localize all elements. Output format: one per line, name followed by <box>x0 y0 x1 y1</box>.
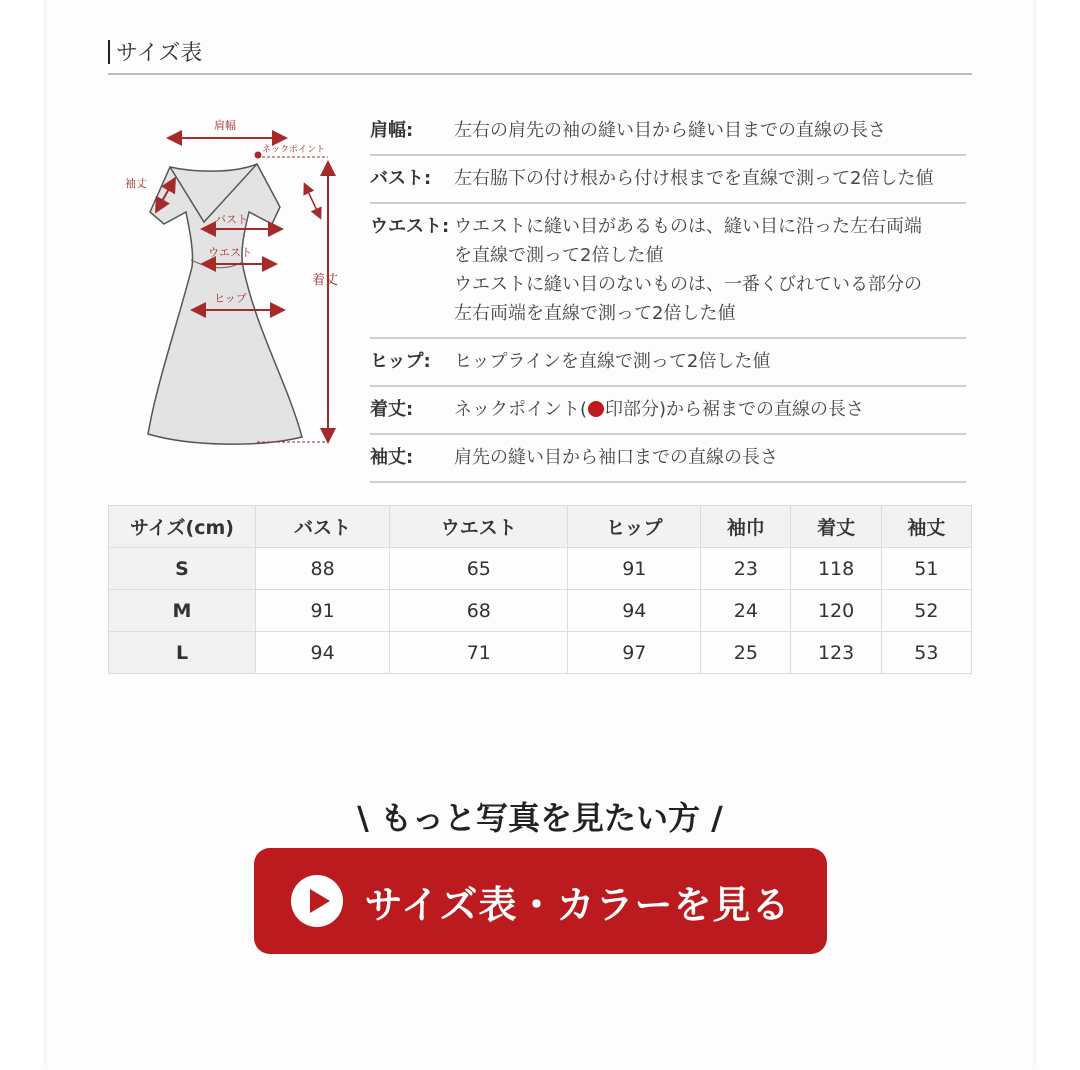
table-row <box>109 548 972 590</box>
definition-sleeve <box>370 435 966 483</box>
view-size-color-button[interactable] <box>254 848 827 954</box>
definition-term: 着丈: <box>370 399 414 420</box>
definition-text: ネックポイント( <box>454 399 588 420</box>
table-cell: 68 <box>390 590 568 632</box>
table-cell: 53 <box>881 632 971 674</box>
definition-bust <box>370 156 966 204</box>
size-label: L <box>109 632 256 674</box>
table-cell: 123 <box>791 632 881 674</box>
size-label: M <box>109 590 256 632</box>
svg-text:肩幅: 肩幅 <box>214 119 236 132</box>
definition-term: 肩幅: <box>370 120 414 141</box>
size-label: S <box>109 548 256 590</box>
definition-shoulder <box>370 108 966 156</box>
definition-term: 袖丈: <box>370 447 414 468</box>
table-cell: 52 <box>881 590 971 632</box>
red-dot-icon <box>588 401 604 417</box>
play-icon <box>291 875 343 927</box>
table-cell: 25 <box>701 632 791 674</box>
svg-text:ヒップ: ヒップ <box>214 292 247 305</box>
column-header: バスト <box>256 506 390 548</box>
definition-text: を直線で測って2倍した値 <box>454 245 664 266</box>
dress-measurement-diagram <box>112 112 352 447</box>
table-header-row <box>109 506 972 548</box>
table-cell: 97 <box>568 632 701 674</box>
column-header: 袖巾 <box>701 506 791 548</box>
button-label: サイズ表・カラーを見る <box>364 882 791 927</box>
column-header: 袖丈 <box>881 506 971 548</box>
table-cell: 24 <box>701 590 791 632</box>
table-cell: 94 <box>256 632 390 674</box>
table-cell: 91 <box>568 548 701 590</box>
section-title-text: サイズ表 <box>116 41 203 66</box>
measurement-definitions <box>370 108 966 483</box>
cta-lead-text: \ もっと写真を見たい方 / <box>357 799 723 837</box>
column-header: ヒップ <box>568 506 701 548</box>
table-cell: 23 <box>701 548 791 590</box>
svg-text:着丈: 着丈 <box>312 273 339 288</box>
size-table <box>108 505 972 674</box>
column-header: ウエスト <box>390 506 568 548</box>
table-cell: 71 <box>390 632 568 674</box>
definition-length <box>370 387 966 435</box>
table-cell: 65 <box>390 548 568 590</box>
definition-text: ウエストに縫い目のないものは、一番くびれている部分の <box>454 274 922 295</box>
heading-bar <box>108 40 110 64</box>
definition-text: 印部分)から裾までの直線の長さ <box>605 399 865 420</box>
table-row <box>109 590 972 632</box>
dress-illustration-icon <box>112 112 352 447</box>
definition-term: バスト: <box>370 168 432 189</box>
svg-text:袖丈: 袖丈 <box>125 177 147 190</box>
table-cell: 120 <box>791 590 881 632</box>
definition-text: 左右の肩先の袖の縫い目から縫い目までの直線の長さ <box>454 120 886 141</box>
table-row <box>109 632 972 674</box>
section-heading <box>108 36 202 67</box>
table-cell: 118 <box>791 548 881 590</box>
svg-text:ネックポイント: ネックポイント <box>262 145 326 155</box>
definition-term: ヒップ: <box>370 351 431 372</box>
definition-waist <box>370 204 966 339</box>
table-cell: 88 <box>256 548 390 590</box>
definition-hip <box>370 339 966 387</box>
svg-text:バスト: バスト <box>215 213 248 226</box>
table-cell: 91 <box>256 590 390 632</box>
definition-text: 左右脇下の付け根から付け根までを直線で測って2倍した値 <box>454 168 934 189</box>
table-cell: 94 <box>568 590 701 632</box>
heading-divider <box>108 73 972 75</box>
definition-text: ヒップラインを直線で測って2倍した値 <box>454 351 771 372</box>
definition-term: ウエスト: <box>370 216 450 237</box>
column-header: サイズ(cm) <box>109 506 256 548</box>
definition-text: 肩先の縫い目から袖口までの直線の長さ <box>454 447 778 468</box>
svg-text:ウエスト: ウエスト <box>208 246 252 259</box>
definition-text: 左右両端を直線で測って2倍した値 <box>454 303 736 324</box>
definition-text: ウエストに縫い目があるものは、縫い目に沿った左右両端 <box>454 216 922 237</box>
table-cell: 51 <box>881 548 971 590</box>
column-header: 着丈 <box>791 506 881 548</box>
